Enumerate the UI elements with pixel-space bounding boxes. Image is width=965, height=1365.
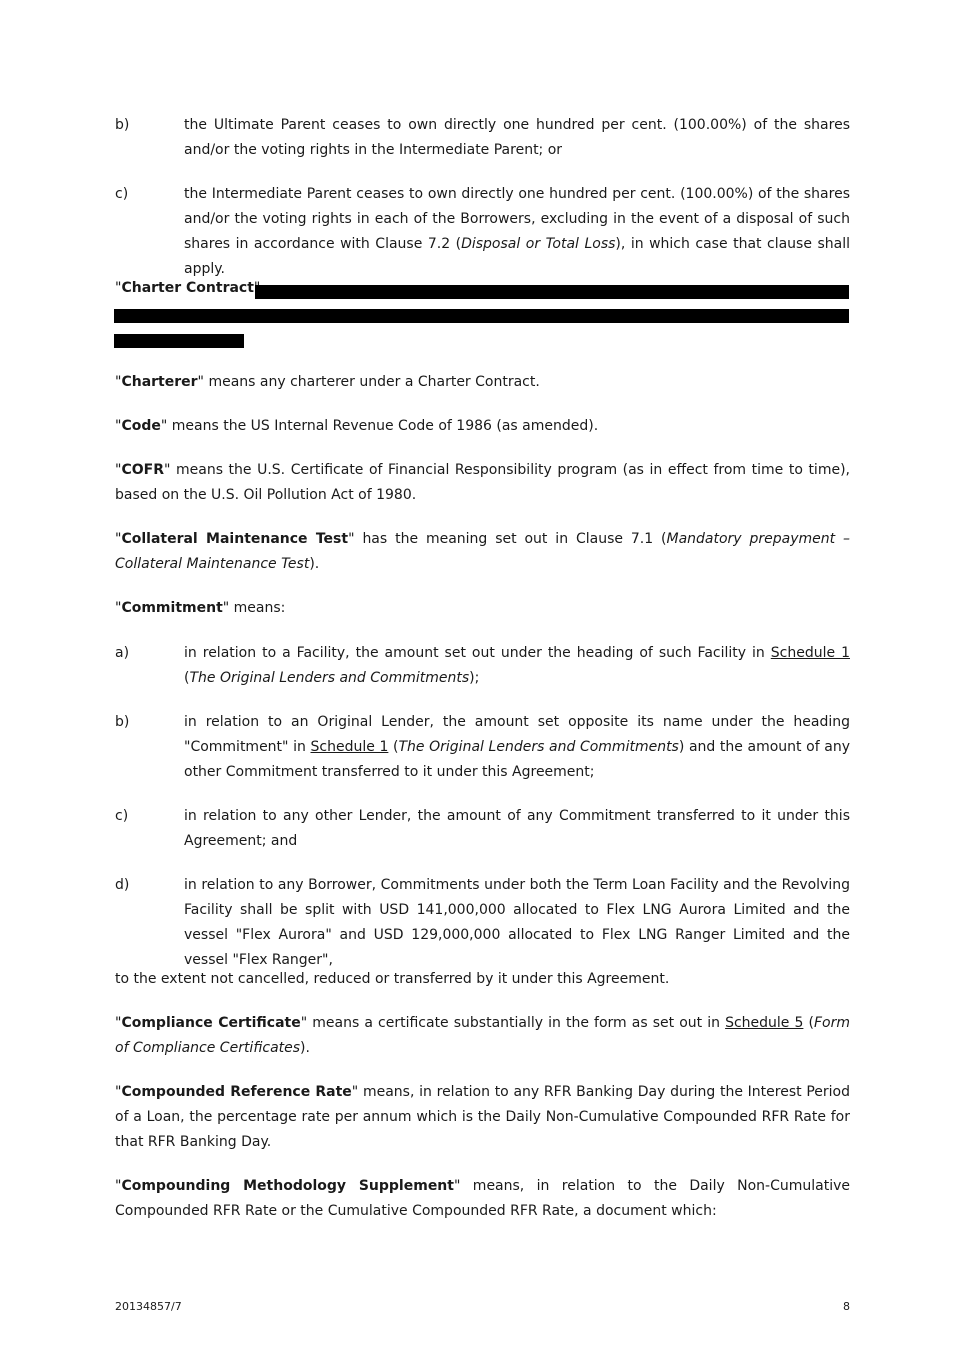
item-text: in relation to an Original Lender, the amount set opposite its name under the heading "Commitment" in Schedule 1 (The Original Lenders and Commitments) and the amount of any other Commitment transferred to it under this Agreement; xyxy=(184,714,850,780)
item-label: d) xyxy=(115,877,130,893)
item-text: in relation to any other Lender, the amount of any Commitment transferred to it under this Agreement; and xyxy=(184,808,850,849)
defined-term: Commitment xyxy=(121,600,223,616)
definition-charter-contract: "Charter Contract xyxy=(115,280,254,296)
item-text: the Intermediate Parent ceases to own directly one hundred per cent. (100.00%) of the shares and/or the voting rights in each of the Borrowers, excluding in the event of a disposal of such shares in accordance with Clause 7.2 (Disposal or Total Loss), in which case that clause shall apply. xyxy=(184,186,851,277)
item-label: b) xyxy=(115,117,130,133)
schedule-link[interactable]: Schedule 1 xyxy=(770,645,850,661)
defined-term: Collateral Maintenance Test xyxy=(121,531,349,547)
redaction-bar xyxy=(255,285,849,299)
schedule-link[interactable]: Schedule 5 xyxy=(725,1015,804,1031)
defined-term: Compliance Certificate xyxy=(121,1015,301,1031)
redaction-bar xyxy=(114,334,244,348)
item-label: a) xyxy=(115,645,130,661)
definition-charterer: "Charterer" means any charterer under a Charter Contract. xyxy=(115,374,540,390)
item-label: c) xyxy=(115,186,129,202)
clause-title: Disposal or Total Loss xyxy=(461,236,616,252)
defined-term: Charterer xyxy=(121,374,198,390)
definition-collateral-maintenance-test: "Collateral Maintenance Test" has the meaning set out in Clause 7.1 (Mandatory prepayment – Collateral Maintenance Test). xyxy=(115,531,850,572)
defined-term: Compounded Reference Rate xyxy=(121,1084,352,1100)
definition-code: "Code" means the US Internal Revenue Code of 1986 (as amended). xyxy=(115,418,599,434)
schedule-link[interactable]: Schedule 1 xyxy=(310,739,389,755)
definition-commitment: "Commitment" means: xyxy=(115,600,286,616)
item-label: b) xyxy=(115,714,130,730)
defined-term: Code xyxy=(121,418,161,434)
commitment-tail: to the extent not cancelled, reduced or transferred by it under this Agreement. xyxy=(115,971,670,987)
defined-term: Compounding Methodology Supplement xyxy=(121,1178,454,1194)
definition-compliance-certificate: "Compliance Certificate" means a certificate substantially in the form as set out in Schedule 5 (Form of Compliance Certificates). xyxy=(115,1015,850,1056)
definition-compounded-reference-rate: "Compounded Reference Rate" means, in relation to any RFR Banking Day during the Interest Period of a Loan, the percentage rate per annum which is the Daily Non-Cumulative Compounded RFR Rate for that RFR Banking Day. xyxy=(115,1084,850,1150)
item-text: the Ultimate Parent ceases to own directly one hundred per cent. (100.00%) of the shares and/or the voting rights in the Intermediate Parent; or xyxy=(184,117,850,158)
item-text: in relation to a Facility, the amount set out under the heading of such Facility in Schedule 1 (The Original Lenders and Commitments); xyxy=(184,645,850,686)
definition-cofr: "COFR" means the U.S. Certificate of Financial Responsibility program (as in effect from time to time), based on the U.S. Oil Pollution Act of 1980. xyxy=(115,462,850,503)
footer-page-number: 8 xyxy=(843,1300,850,1313)
item-text: in relation to any Borrower, Commitments under both the Term Loan Facility and the Revolving Facility shall be split with USD 141,000,000 allocated to Flex LNG Aurora Limited and the vessel "Flex Aurora" and USD 129,000,000 allocated to Flex LNG Ranger Limited and the vessel "Flex Ranger", xyxy=(184,877,850,968)
defined-term: Charter Contract xyxy=(121,280,254,296)
footer-doc-ref: 20134857/7 xyxy=(115,1300,182,1313)
definition-compounding-methodology-supplement: "Compounding Methodology Supplement" means, in relation to the Daily Non-Cumulative Compounded RFR Rate or the Cumulative Compounded RFR Rate, a document which: xyxy=(115,1178,850,1219)
redaction-bar xyxy=(114,309,849,323)
defined-term: COFR xyxy=(121,462,164,478)
item-label: c) xyxy=(115,808,129,824)
